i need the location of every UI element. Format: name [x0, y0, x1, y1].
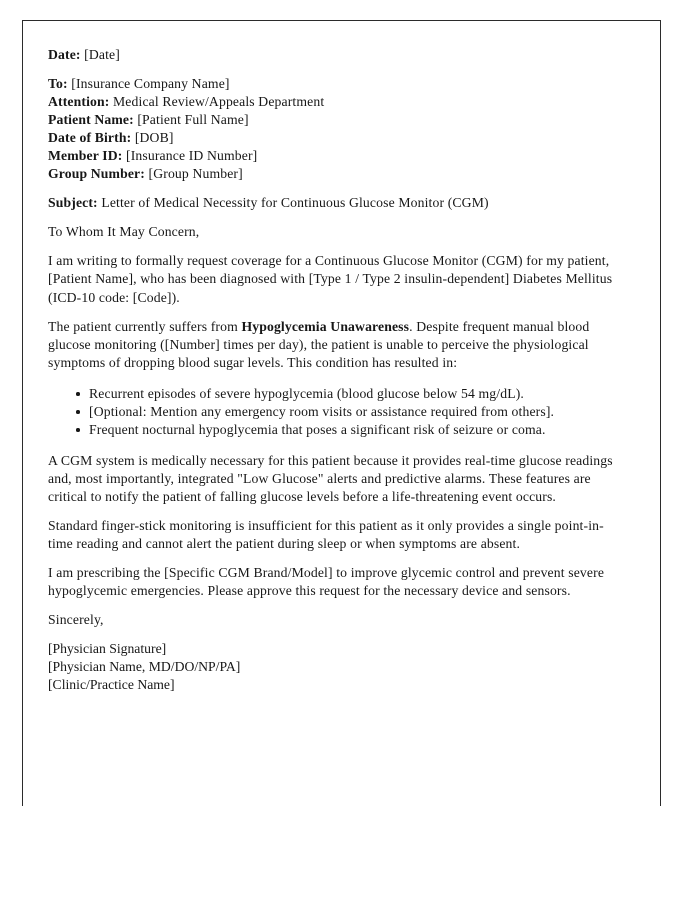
paragraph-diagnosis-emphasis: Hypoglycemia Unawareness	[241, 318, 410, 334]
bullet-disc-icon	[76, 410, 80, 414]
date-block	[48, 46, 628, 64]
document-page	[22, 20, 661, 806]
spacer	[48, 64, 628, 75]
spacer	[48, 553, 628, 564]
bullet-disc-icon	[76, 392, 80, 396]
paragraph-fingerstick-insufficient: Standard finger-stick monitoring is insufficient for this patient as it only provides a single point-in-time reading and cannot alert the patient during sleep or when symptoms are absent.	[48, 517, 604, 552]
field-member-id-value: [Insurance ID Number]	[126, 148, 258, 164]
field-group-number	[48, 165, 628, 183]
field-date	[48, 46, 628, 64]
field-attention-value: Medical Review/Appeals Department	[113, 94, 325, 110]
spacer	[48, 372, 628, 385]
field-group-number-label: Group Number:	[48, 166, 145, 182]
spacer	[48, 307, 628, 318]
field-date-label: Date:	[48, 47, 81, 62]
field-patient-name	[48, 111, 628, 129]
spacer	[48, 183, 628, 194]
spacer	[48, 600, 628, 611]
spacer	[48, 506, 628, 517]
field-subject-label: Subject:	[48, 195, 98, 211]
spacer	[48, 241, 628, 252]
field-subject	[48, 194, 628, 212]
field-date-of-birth	[48, 129, 628, 147]
field-date-value: [Date]	[84, 47, 120, 62]
signature-line-clinic-name: [Clinic/Practice Name]	[48, 677, 175, 693]
spacer	[48, 439, 628, 452]
list-item	[48, 385, 628, 403]
field-subject-value: Letter of Medical Necessity for Continuous Glucose Monitor (CGM)	[101, 195, 489, 211]
paragraph-diagnosis	[48, 318, 628, 372]
field-member-id	[48, 147, 628, 165]
salutation: To Whom It May Concern,	[48, 224, 200, 240]
paragraph-diagnosis-before: The patient currently suffers from	[48, 318, 242, 334]
field-to	[48, 75, 628, 93]
list-item-label: Frequent nocturnal hypoglycemia that poses a significant risk of seizure or coma.	[89, 421, 546, 437]
closing-block	[48, 611, 628, 629]
field-attention	[48, 93, 628, 111]
list-item-label: [Optional: Mention any emergency room visits or assistance required from others].	[89, 403, 555, 419]
signature-line-physician-name: [Physician Name, MD/DO/NP/PA]	[48, 659, 241, 675]
signature-line-physician-signature: [Physician Signature]	[48, 641, 167, 657]
field-to-label: To:	[48, 76, 68, 92]
field-patient-name-value: [Patient Full Name]	[137, 112, 249, 128]
paragraph-cgm-justification: A CGM system is medically necessary for this patient because it provides real-time glucose readings and, most importantly, integrated "Low Glucose" alerts and predictive alarms. These features are critical to notify the patient of falling glucose levels before a life-threatening event occurs.	[48, 452, 613, 504]
field-attention-label: Attention:	[48, 94, 110, 110]
recipient-block	[48, 75, 628, 183]
spacer	[48, 629, 628, 640]
letter-content	[48, 46, 628, 694]
spacer	[48, 212, 628, 223]
list-item	[48, 403, 628, 421]
closing-salutation: Sincerely,	[48, 612, 104, 628]
clinical-findings-list	[48, 385, 628, 439]
subject-block	[48, 194, 628, 212]
field-member-id-label: Member ID:	[48, 148, 123, 164]
signature-block	[48, 640, 628, 694]
paragraph-diagnosis-after: . Despite frequent manual blood glucose monitoring ([Number] times per day), the patient is unable to perceive the physiological symptoms of dropping blood sugar levels. This condition has resulted in:	[48, 318, 590, 370]
list-item-label: Recurrent episodes of severe hypoglycemia (blood glucose below 54 mg/dL).	[89, 385, 524, 401]
paragraph-prescription: I am prescribing the [Specific CGM Brand/Model] to improve glycemic control and prevent severe hypoglycemic emergencies. Please approve this request for the necessary device and sensors.	[48, 565, 605, 599]
paragraph-request: I am writing to formally request coverage for a Continuous Glucose Monitor (CGM) for my patient, [Patient Name], who has been diagnosed with [Type 1 / Type 2 insulin-dependent] Diabetes Mellitus (ICD-10 code: [Code]).	[48, 253, 613, 305]
bullet-disc-icon	[76, 428, 80, 432]
field-patient-name-label: Patient Name:	[48, 112, 134, 128]
field-group-number-value: [Group Number]	[148, 166, 243, 182]
list-item	[48, 421, 628, 439]
field-to-value: [Insurance Company Name]	[71, 76, 230, 92]
field-date-of-birth-label: Date of Birth:	[48, 130, 132, 146]
field-date-of-birth-value: [DOB]	[134, 130, 174, 146]
salutation-block	[48, 223, 628, 241]
